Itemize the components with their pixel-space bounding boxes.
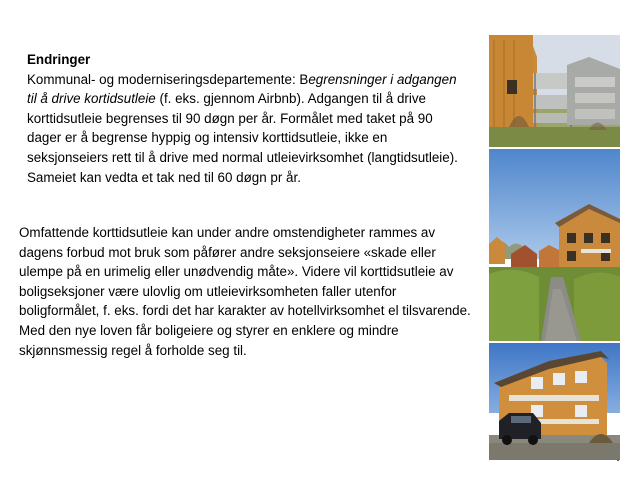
paragraph-short-term-rental: Omfattende korttidsutleie kan under andre omstendigheter rammes av dagens forbud mot bruk som påfører andre seksjonseiere «skade eller ulempe på en urimelig eller unødvendig måte». Videre vil korttidsutleie av boligseksjoner være ulovlig om utleievirksomheten faller utenfor boligformålet, f. eks. fordi det har karakter av hotellvirksomhet el tilsvarende. Med den nye loven får boligeiere og styrer en enklere og mindre skjønnsmessig regel å forholde seg til. — [19, 225, 471, 358]
paragraph-regulation — [27, 72, 458, 185]
slide-dot-marker — [617, 459, 619, 461]
apartment-building-photo-3 — [489, 343, 620, 460]
paragraph-regulation-part2: (f. eks. gjennom Airbnb). Adgangen til å drive korttidsutleie begrenses til 90 døgn per år. Formålet med taket på 90 dager er å begrense hyppig og intensiv korttidsutleie, ikke en seksjonseiers rett til å drive med normal utleievirksomhet (langtidsutleie). Sameiet kan vedta et tak ned til 60 døgn pr år. — [27, 91, 458, 185]
text-block-changes — [27, 50, 467, 187]
apartment-building-photo-1 — [489, 35, 620, 147]
paragraph-regulation-italic: egrensninger i adgangen til å drive kortidsutleie — [27, 71, 457, 107]
paragraph-regulation-part1: Kommunal- og moderniseringsdepartemente: B — [27, 71, 309, 87]
heading: Endringer — [27, 52, 91, 67]
apartment-building-photo-2 — [489, 149, 620, 341]
